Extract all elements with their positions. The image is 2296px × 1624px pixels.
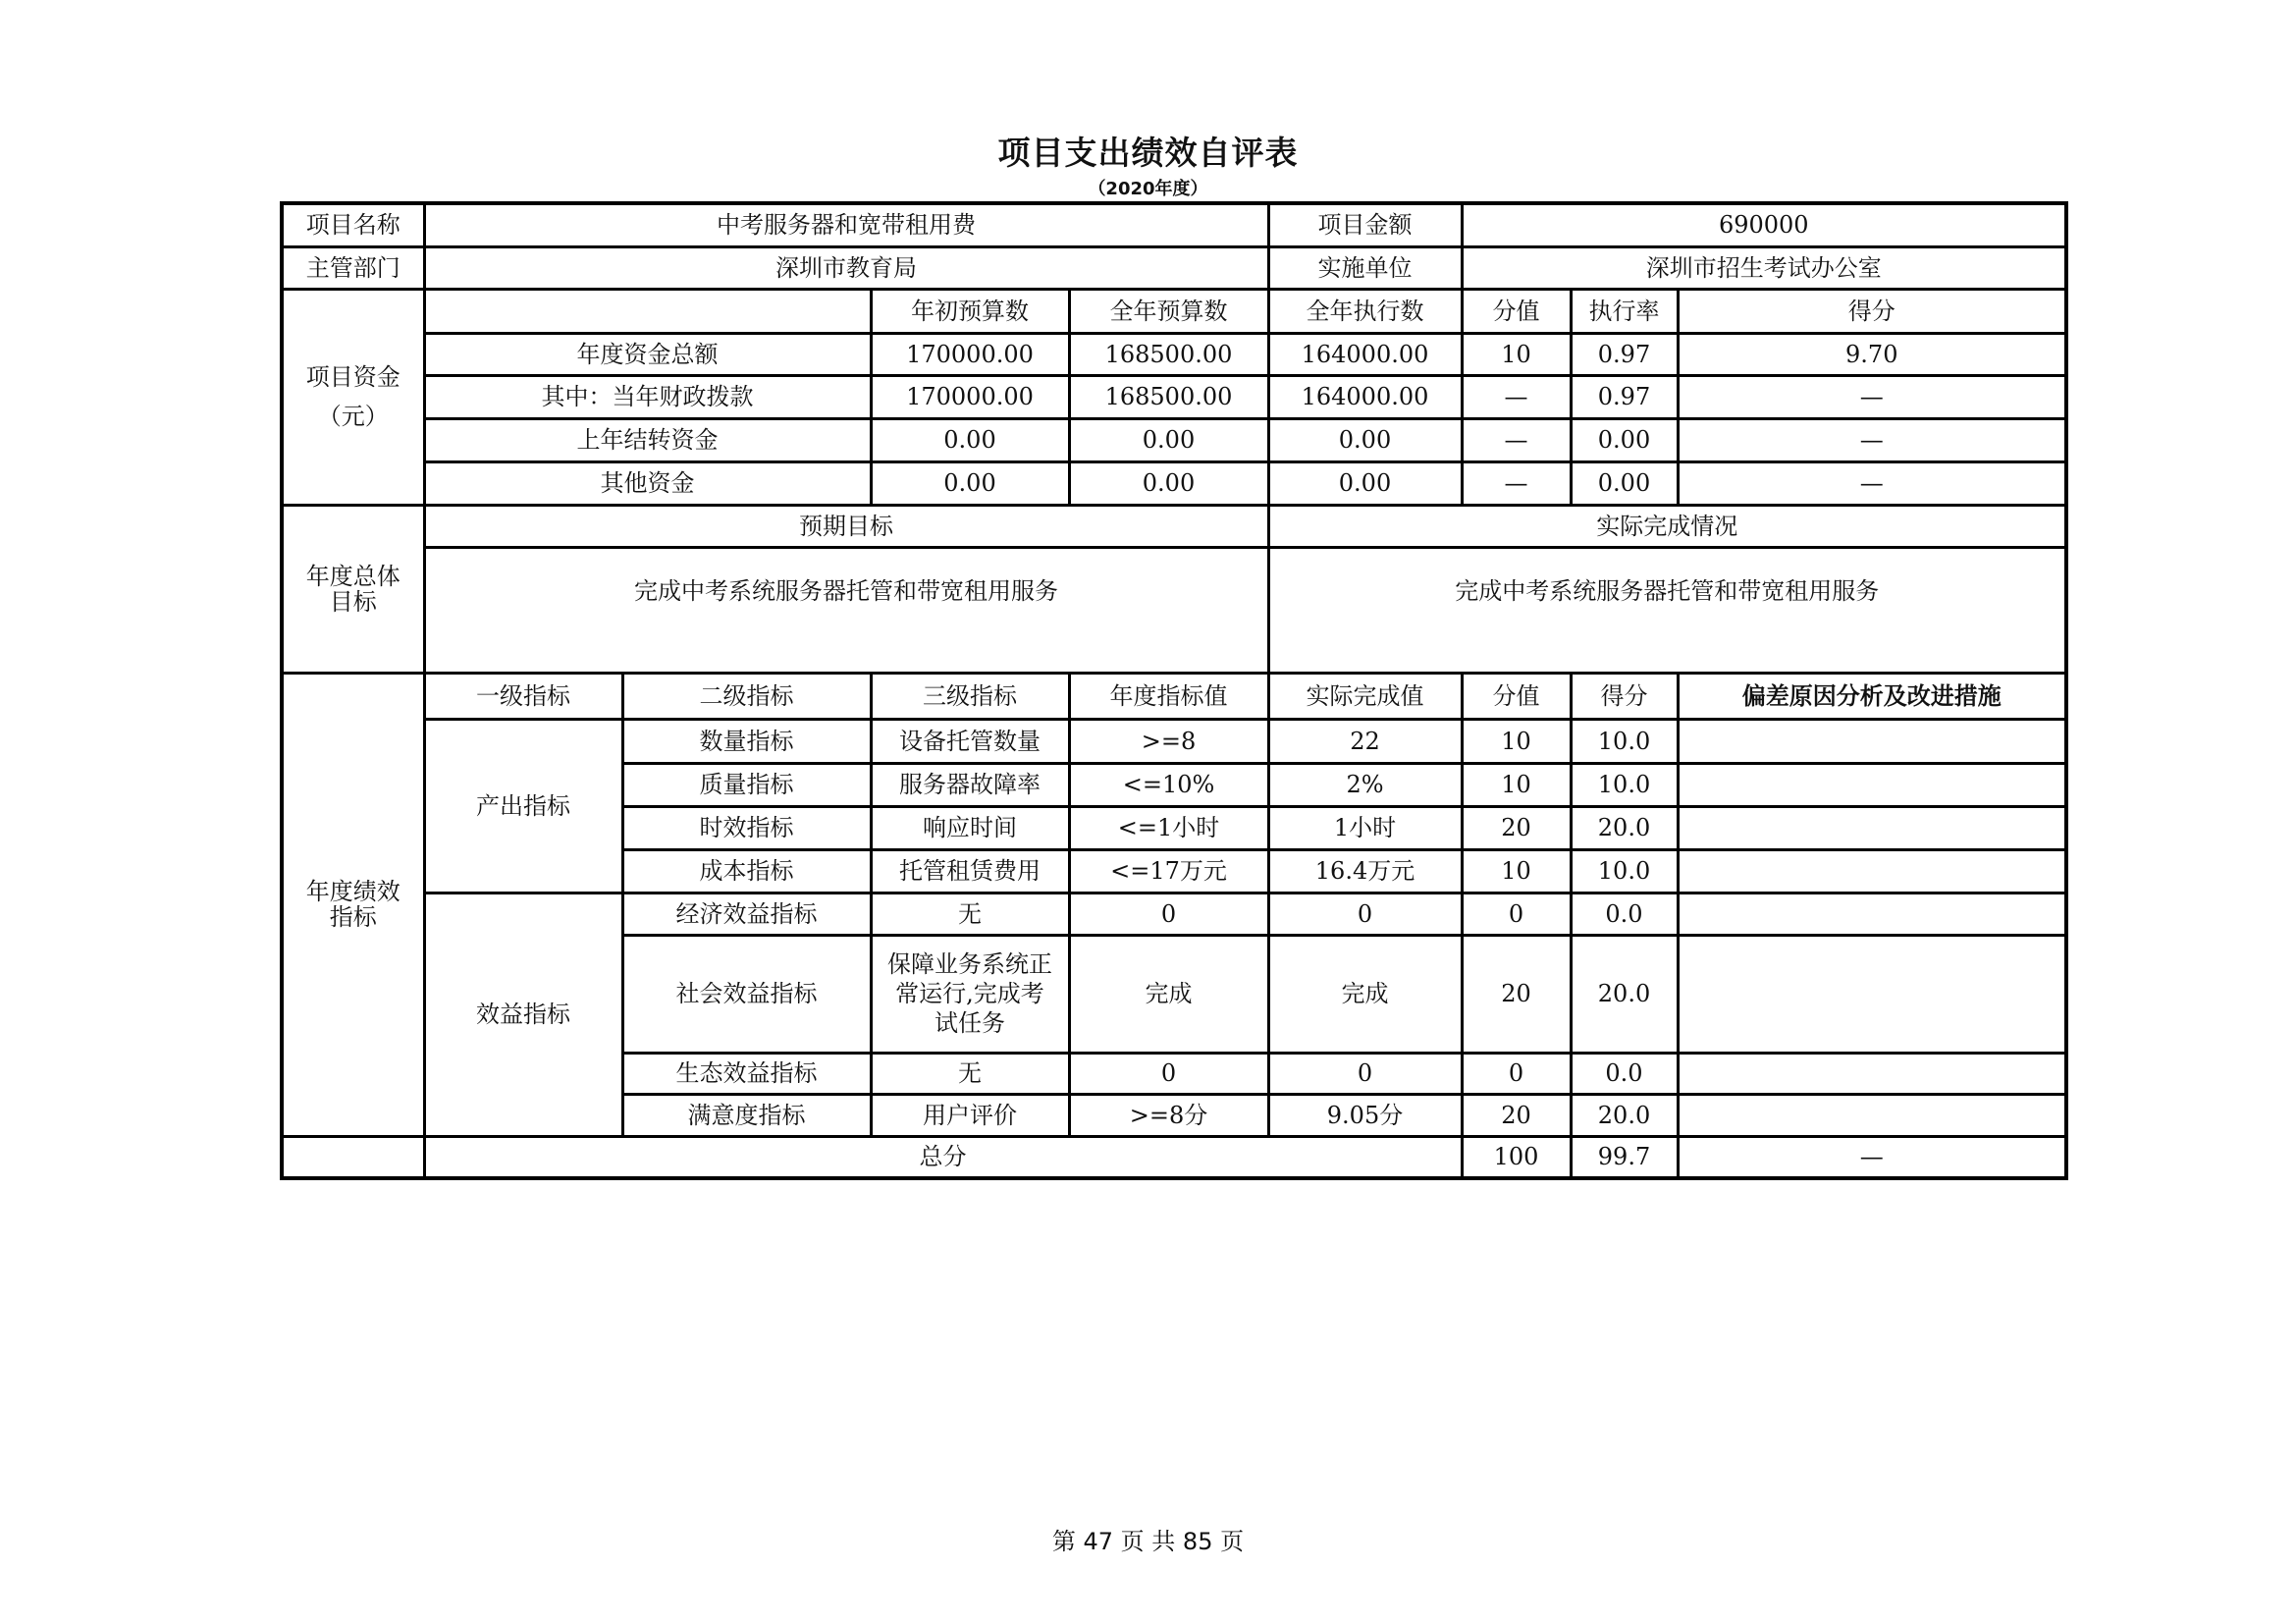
- indicator-weight: 20: [1462, 1094, 1571, 1136]
- funds-score: —: [1678, 461, 2066, 505]
- indicator-level2: 数量指标: [622, 719, 871, 763]
- indicator-weight: 0: [1462, 893, 1571, 935]
- ind-header-analysis: 偏差原因分析及改进措施: [1678, 673, 2066, 719]
- ind-header-level2: 二级指标: [622, 673, 871, 719]
- indicator-level3: 无: [871, 1053, 1069, 1094]
- goals-expected: 完成中考系统服务器托管和带宽租用服务: [424, 547, 1268, 673]
- goals-content-row: [282, 547, 2066, 673]
- ind-header-level1: 一级指标: [424, 673, 622, 719]
- funds-row: [282, 333, 2066, 375]
- indicator-actual: 0: [1268, 1053, 1462, 1094]
- funds-executed: 0.00: [1268, 418, 1462, 461]
- indicators-header-row: [282, 673, 2066, 719]
- funds-header-annual: 全年预算数: [1069, 289, 1268, 333]
- project-name-label: 项目名称: [282, 203, 424, 246]
- unit-value: 深圳市招生考试办公室: [1462, 246, 2066, 289]
- funds-row: [282, 375, 2066, 418]
- ind-header-weight: 分值: [1462, 673, 1571, 719]
- indicator-actual: 22: [1268, 719, 1462, 763]
- funds-weight: —: [1462, 461, 1571, 505]
- total-row: [282, 1136, 2066, 1178]
- funds-annual: 168500.00: [1069, 333, 1268, 375]
- indicator-analysis: [1678, 893, 2066, 935]
- ind-header-level3: 三级指标: [871, 673, 1069, 719]
- indicator-level3: 响应时间: [871, 806, 1069, 849]
- funds-weight: 10: [1462, 333, 1571, 375]
- funds-initial: 0.00: [871, 418, 1069, 461]
- indicator-actual: 1小时: [1268, 806, 1462, 849]
- indicator-analysis: [1678, 763, 2066, 806]
- performance-table: [280, 201, 2068, 1180]
- project-amount-label: 项目金额: [1268, 203, 1462, 246]
- total-label: 总分: [424, 1136, 1462, 1178]
- funds-row-label: 其中：当年财政拨款: [424, 375, 871, 418]
- funds-initial: 170000.00: [871, 333, 1069, 375]
- funds-score: —: [1678, 375, 2066, 418]
- funds-header-weight: 分值: [1462, 289, 1571, 333]
- indicator-row: [282, 893, 2066, 935]
- funds-row: [282, 461, 2066, 505]
- funds-score: —: [1678, 418, 2066, 461]
- funds-weight: —: [1462, 418, 1571, 461]
- goals-section-label: 年度总体目标: [282, 505, 424, 673]
- indicator-score: 0.0: [1571, 1053, 1678, 1094]
- funds-label-line2: （元）: [317, 403, 389, 430]
- indicator-analysis: [1678, 1053, 2066, 1094]
- indicator-target: <=17万元: [1069, 849, 1268, 893]
- indicator-target: >=8分: [1069, 1094, 1268, 1136]
- indicator-score: 20.0: [1571, 806, 1678, 849]
- funds-annual: 0.00: [1069, 418, 1268, 461]
- page-title: 项目支出绩效自评表: [997, 134, 1299, 172]
- funds-rate: 0.00: [1571, 418, 1678, 461]
- indicator-actual: 16.4万元: [1268, 849, 1462, 893]
- funds-header-score: 得分: [1678, 289, 2066, 333]
- indicator-weight: 0: [1462, 1053, 1571, 1094]
- dept-value: 深圳市教育局: [424, 246, 1268, 289]
- ind-header-target: 年度指标值: [1069, 673, 1268, 719]
- indicator-weight: 20: [1462, 806, 1571, 849]
- funds-executed: 164000.00: [1268, 333, 1462, 375]
- goals-actual-header: 实际完成情况: [1268, 505, 2066, 547]
- indicator-level2: 生态效益指标: [622, 1053, 871, 1094]
- funds-annual: 0.00: [1069, 461, 1268, 505]
- funds-header-initial: 年初预算数: [871, 289, 1069, 333]
- project-name-row: [282, 203, 2066, 246]
- indicator-analysis: [1678, 806, 2066, 849]
- indicator-actual: 0: [1268, 893, 1462, 935]
- indicator-score: 20.0: [1571, 1094, 1678, 1136]
- indicator-analysis: [1678, 1094, 2066, 1136]
- funds-score: 9.70: [1678, 333, 2066, 375]
- indicators-section-label: 年度绩效指标: [282, 673, 424, 1136]
- indicator-weight: 10: [1462, 849, 1571, 893]
- indicator-level2: 时效指标: [622, 806, 871, 849]
- funds-rate: 0.97: [1571, 333, 1678, 375]
- funds-rate: 0.97: [1571, 375, 1678, 418]
- funds-executed: 0.00: [1268, 461, 1462, 505]
- funds-rate: 0.00: [1571, 461, 1678, 505]
- funds-row-label: 其他资金: [424, 461, 871, 505]
- page-number: 第 47 页 共 85 页: [1051, 1528, 1245, 1555]
- indicator-score: 10.0: [1571, 849, 1678, 893]
- indicator-level2: 成本指标: [622, 849, 871, 893]
- total-analysis: —: [1678, 1136, 2066, 1178]
- indicator-target: <=1小时: [1069, 806, 1268, 849]
- dept-label: 主管部门: [282, 246, 424, 289]
- project-name-value: 中考服务器和宽带租用费: [424, 203, 1268, 246]
- fiscal-year: （2020年度）: [1088, 179, 1208, 199]
- funds-label-line1: 项目资金: [305, 363, 400, 391]
- goals-expected-header: 预期目标: [424, 505, 1268, 547]
- funds-executed: 164000.00: [1268, 375, 1462, 418]
- funds-row-label: 上年结转资金: [424, 418, 871, 461]
- indicator-level3: 用户评价: [871, 1094, 1069, 1136]
- funds-row: [282, 418, 2066, 461]
- indicator-score: 0.0: [1571, 893, 1678, 935]
- goals-actual: 完成中考系统服务器托管和带宽租用服务: [1268, 547, 2066, 673]
- dept-row: [282, 246, 2066, 289]
- indicator-actual: 完成: [1268, 935, 1462, 1053]
- indicator-weight: 10: [1462, 763, 1571, 806]
- indicator-level1: 产出指标: [424, 719, 622, 893]
- indicator-target: >=8: [1069, 719, 1268, 763]
- total-score: 99.7: [1571, 1136, 1678, 1178]
- indicator-level3: 无: [871, 893, 1069, 935]
- funds-annual: 168500.00: [1069, 375, 1268, 418]
- unit-label: 实施单位: [1268, 246, 1462, 289]
- goals-header-row: [282, 505, 2066, 547]
- funds-initial: 0.00: [871, 461, 1069, 505]
- indicator-score: 10.0: [1571, 719, 1678, 763]
- project-amount-value: 690000: [1462, 203, 2066, 246]
- indicator-analysis: [1678, 935, 2066, 1053]
- indicator-weight: 20: [1462, 935, 1571, 1053]
- indicator-target: <=10%: [1069, 763, 1268, 806]
- funds-row-label: 年度资金总额: [424, 333, 871, 375]
- indicator-actual: 2%: [1268, 763, 1462, 806]
- ind-header-score: 得分: [1571, 673, 1678, 719]
- funds-section-label: [282, 289, 424, 505]
- indicator-score: 10.0: [1571, 763, 1678, 806]
- indicator-weight: 10: [1462, 719, 1571, 763]
- funds-header-rate: 执行率: [1571, 289, 1678, 333]
- ind-header-actual: 实际完成值: [1268, 673, 1462, 719]
- indicator-level3: 托管租赁费用: [871, 849, 1069, 893]
- indicator-level2: 经济效益指标: [622, 893, 871, 935]
- total-weight: 100: [1462, 1136, 1571, 1178]
- indicator-level3: 设备托管数量: [871, 719, 1069, 763]
- indicator-level3: 保障业务系统正常运行,完成考试任务: [871, 935, 1069, 1053]
- indicator-score: 20.0: [1571, 935, 1678, 1053]
- funds-weight: —: [1462, 375, 1571, 418]
- indicator-target: 0: [1069, 893, 1268, 935]
- indicator-actual: 9.05分: [1268, 1094, 1462, 1136]
- indicator-level2: 质量指标: [622, 763, 871, 806]
- funds-header-row: [282, 289, 2066, 333]
- funds-header-blank: [424, 289, 871, 333]
- funds-header-executed: 全年执行数: [1268, 289, 1462, 333]
- indicator-row: [282, 719, 2066, 763]
- total-blank: [282, 1136, 424, 1178]
- indicator-level1: 效益指标: [424, 893, 622, 1136]
- indicator-level2: 满意度指标: [622, 1094, 871, 1136]
- indicator-target: 完成: [1069, 935, 1268, 1053]
- indicator-analysis: [1678, 719, 2066, 763]
- indicator-target: 0: [1069, 1053, 1268, 1094]
- indicator-level3: 服务器故障率: [871, 763, 1069, 806]
- indicator-level2: 社会效益指标: [622, 935, 871, 1053]
- funds-initial: 170000.00: [871, 375, 1069, 418]
- indicator-analysis: [1678, 849, 2066, 893]
